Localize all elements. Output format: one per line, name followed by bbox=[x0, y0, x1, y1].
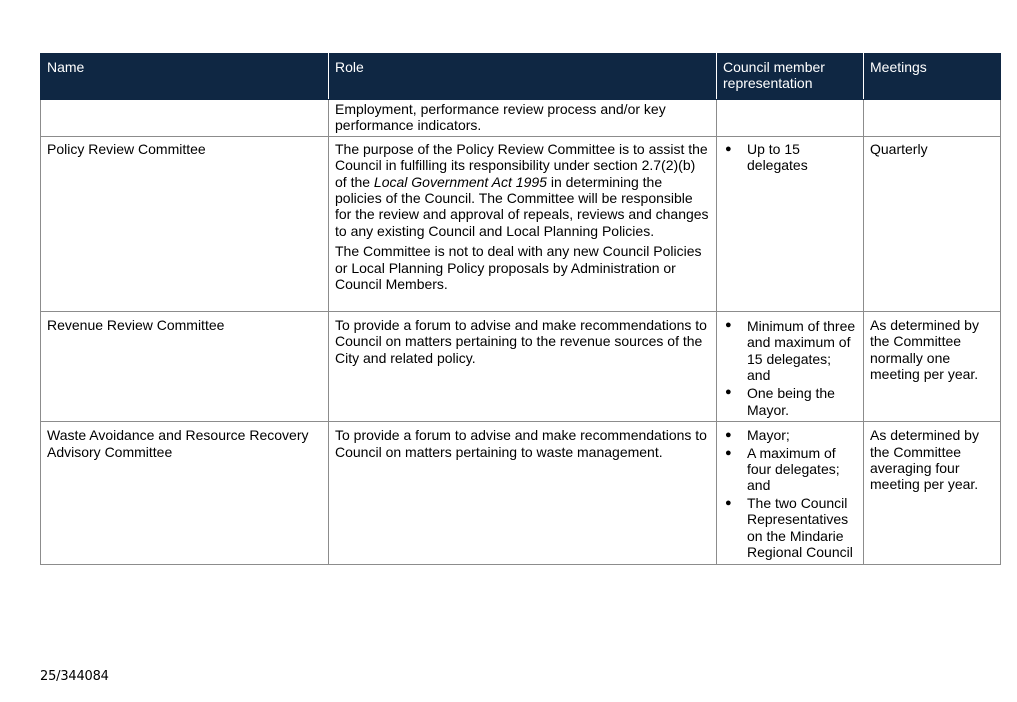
table-row-waste-avoidance bbox=[41, 422, 1001, 564]
table-row-revenue-review bbox=[41, 311, 1001, 421]
document-reference: 25/344084 bbox=[40, 669, 109, 684]
table-row-continuation bbox=[41, 100, 1001, 137]
list-item-text: A maximum of four delegates; and bbox=[747, 444, 840, 494]
list-item-text: One being the Mayor. bbox=[747, 385, 835, 418]
bullet-icon: ● bbox=[725, 446, 732, 459]
list-item-text: The two Council Representatives on the Mindarie Regional Council bbox=[747, 494, 853, 561]
bullet-icon: ● bbox=[725, 386, 732, 399]
cell-rep-empty bbox=[717, 100, 864, 137]
role-paragraph-1 bbox=[335, 141, 710, 239]
cell-meetings: As determined by the Committee averaging four meeting per year. bbox=[864, 422, 1001, 564]
cell-role bbox=[329, 311, 717, 421]
cell-representation bbox=[717, 422, 864, 564]
representation-list bbox=[723, 317, 857, 418]
role-paragraph-1: To provide a forum to advise and make recommendations to Council on matters pertaining to the revenue sources of the City and related policy. bbox=[335, 316, 707, 366]
role-text-part: in determining the policies of the Council. The Committee will be responsible for the review and approval of repeals, reviews and changes to any existing Council and Local Planning Policies. bbox=[335, 173, 709, 239]
role-text: Employment, performance review process and/or key performance indicators. bbox=[335, 101, 666, 134]
cell-meetings: As determined by the Committee normally one meeting per year. bbox=[864, 311, 1001, 421]
role-paragraph-2: The Committee is not to deal with any new Council Policies or Local Planning Policy proposals by Administration or Council Members. bbox=[335, 243, 702, 293]
cell-committee-name: Policy Review Committee bbox=[41, 136, 329, 311]
list-item bbox=[723, 427, 857, 443]
table-row-policy-review bbox=[41, 136, 1001, 311]
header-name: Name bbox=[41, 54, 329, 100]
list-item bbox=[723, 495, 857, 561]
cell-committee-name: Waste Avoidance and Resource Recovery Advisory Committee bbox=[41, 422, 329, 564]
list-item-text: Up to 15 delegates bbox=[747, 140, 808, 174]
cell-role bbox=[329, 136, 717, 311]
cell-role-continuation bbox=[329, 100, 717, 137]
list-item-text: Mayor; bbox=[747, 427, 790, 444]
bullet-icon: ● bbox=[725, 429, 732, 442]
header-role: Role bbox=[329, 54, 717, 100]
role-paragraph-1: To provide a forum to advise and make recommendations to Council on matters pertaining to waste management. bbox=[335, 427, 707, 460]
table-header-row bbox=[41, 54, 1001, 100]
list-item bbox=[723, 141, 857, 174]
cell-committee-name: Revenue Review Committee bbox=[41, 311, 329, 421]
cell-representation bbox=[717, 311, 864, 421]
cell-meetings-empty bbox=[864, 100, 1001, 137]
cell-name-empty bbox=[41, 100, 329, 137]
cell-meetings: Quarterly bbox=[864, 136, 1001, 311]
list-item bbox=[723, 445, 857, 494]
bullet-icon: ● bbox=[725, 142, 732, 155]
representation-list bbox=[723, 141, 857, 174]
header-meetings: Meetings bbox=[864, 54, 1001, 100]
list-item-text: Minimum of three and maximum of 15 delegates; and bbox=[747, 317, 856, 384]
list-item bbox=[723, 317, 857, 384]
cell-representation bbox=[717, 136, 864, 311]
list-item bbox=[723, 384, 857, 418]
act-title: Local Government Act 1995 bbox=[373, 173, 547, 190]
bullet-icon: ● bbox=[725, 318, 732, 331]
committees-table bbox=[40, 53, 1001, 565]
representation-list bbox=[723, 427, 857, 560]
role-text-part: The purpose of the Policy Review Committee is to assist the Council in fulfilling its responsibility under section 2.7(2)(b) of the bbox=[335, 140, 708, 190]
header-representation: Council member representation bbox=[717, 54, 864, 100]
bullet-icon: ● bbox=[725, 496, 732, 509]
cell-role bbox=[329, 422, 717, 564]
